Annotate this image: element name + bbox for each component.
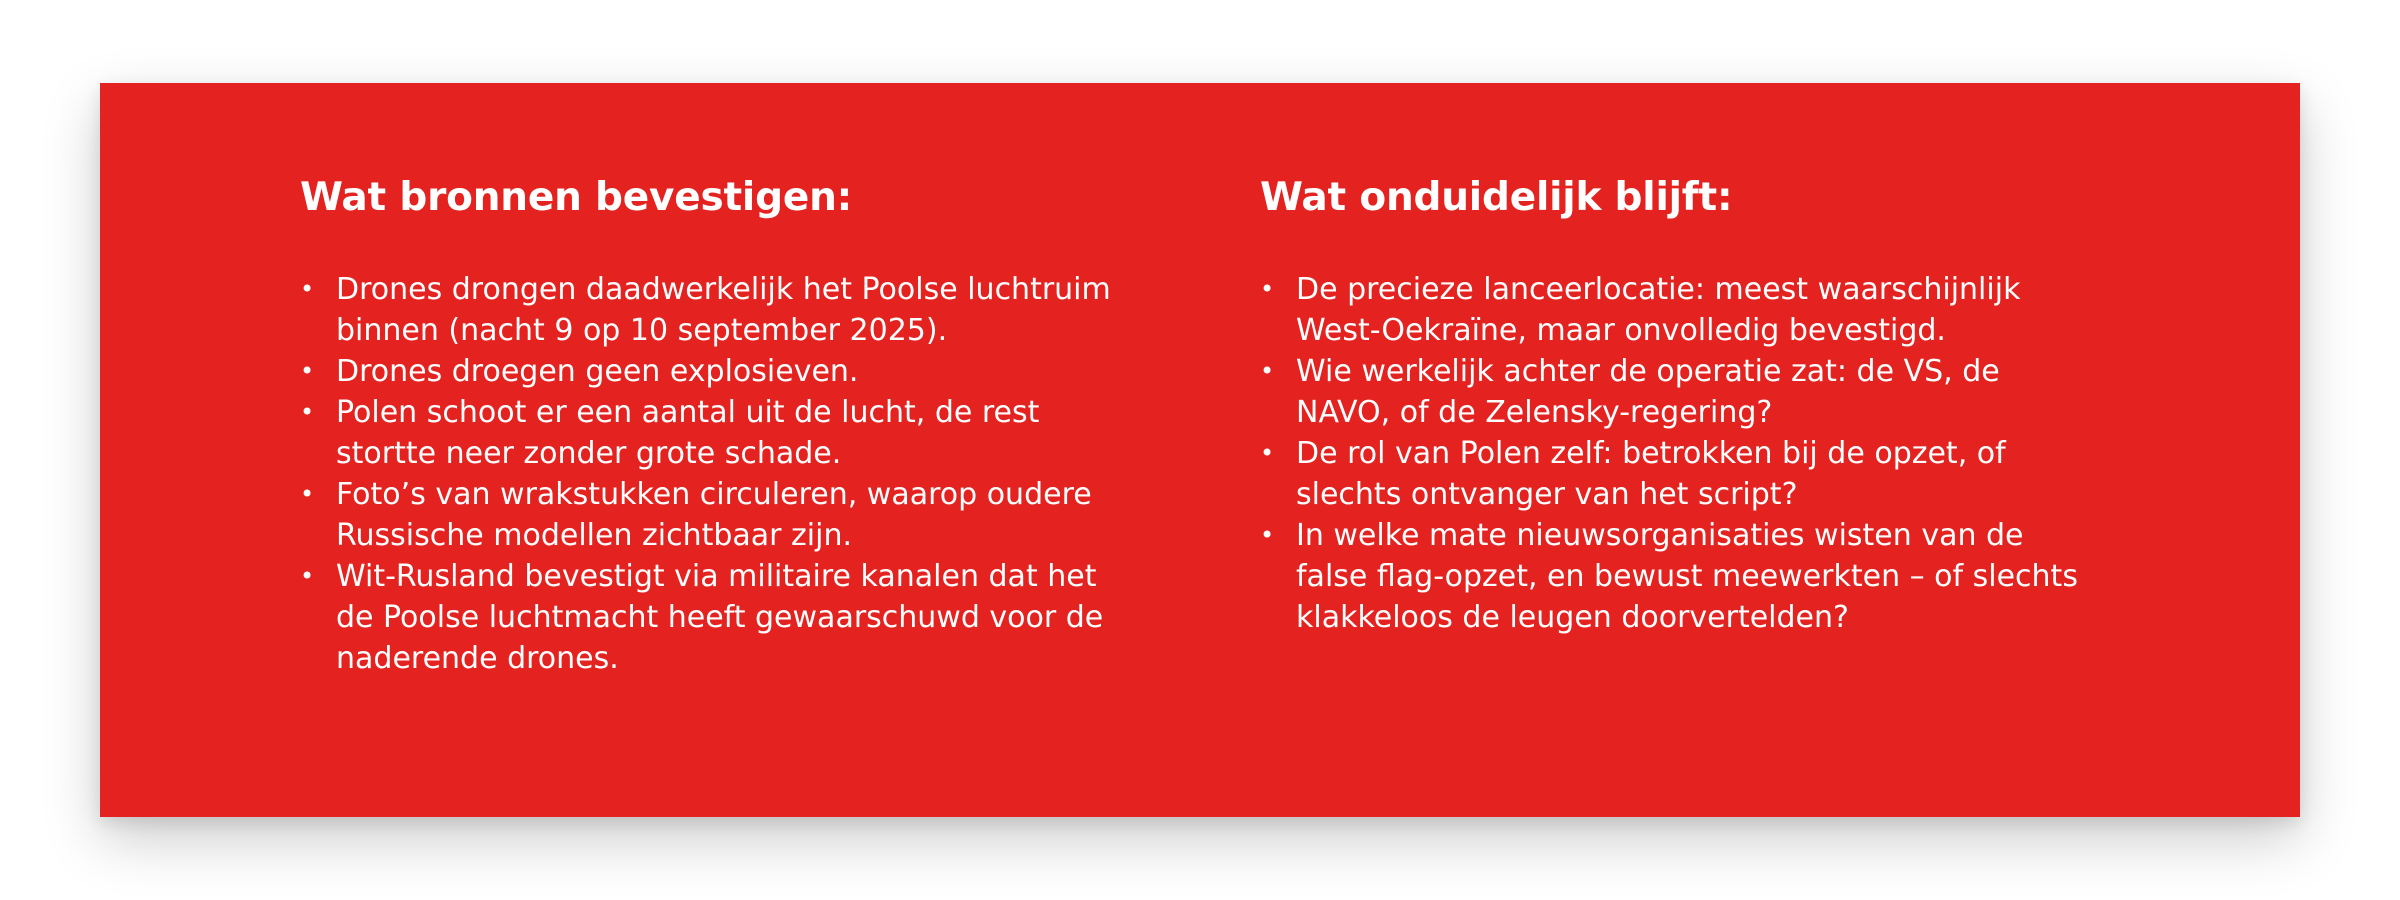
list-item: • Polen schoot er een aantal uit de lucht, de rest stortte neer zonder grote schade. xyxy=(300,392,1140,474)
list-item: • De precieze lanceerlocatie: meest waarschijnlijk West-Oekraïne, maar onvolledig bevestigd. xyxy=(1260,269,2100,351)
list-item: • In welke mate nieuwsorganisaties wisten van de false flag-opzet, en bewust meewerkten – of slechts klakkeloos de leugen doorvertelden? xyxy=(1260,515,2100,638)
info-panel xyxy=(100,83,2300,817)
unclear-heading: Wat onduidelijk blijft: xyxy=(1260,175,1733,220)
unclear-column xyxy=(1260,173,2100,638)
confirmed-list xyxy=(300,269,1140,679)
confirmed-heading: Wat bronnen bevestigen: xyxy=(300,175,853,220)
list-item: • Wie werkelijk achter de operatie zat: de VS, de NAVO, of de Zelensky-regering? xyxy=(1260,351,2100,433)
list-item: • De rol van Polen zelf: betrokken bij de opzet, of slechts ontvanger van het script? xyxy=(1260,433,2100,515)
list-item: • Drones drongen daadwerkelijk het Poolse luchtruim binnen (nacht 9 op 10 september 2025). xyxy=(300,269,1140,351)
unclear-list xyxy=(1260,269,2100,638)
confirmed-column xyxy=(300,173,1140,679)
list-item: • Wit-Rusland bevestigt via militaire kanalen dat het de Poolse luchtmacht heeft gewaarschuwd voor de naderende drones. xyxy=(300,556,1140,679)
list-item: • Drones droegen geen explosieven. xyxy=(300,351,1140,392)
list-item: • Foto’s van wrakstukken circuleren, waarop oudere Russische modellen zichtbaar zijn. xyxy=(300,474,1140,556)
